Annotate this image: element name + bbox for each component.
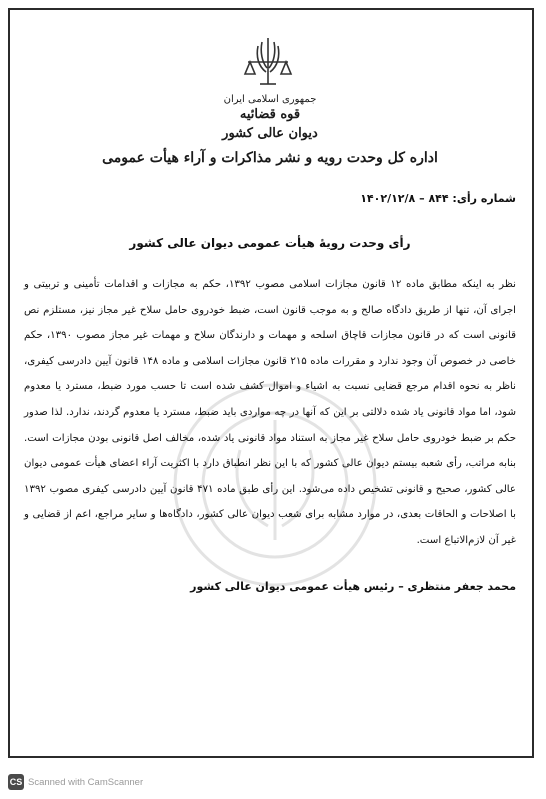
ruling-body: نظر به اینکه مطابق ماده ۱۲ قانون مجازات اسلامی مصوب ۱۳۹۲، حکم به مجازات و اقدامات تأمینی و تربیتی و اجرای آن، تنها از طریق دادگاه صالح و به موجب قانون است، ضبط خودروی حامل سلاح غیر مجاز نیز، مستلزم نص قانونی است که در قانون مجازات قاچاق اسلحه و مهمات و دارندگان سلاح و مهمات غیر مجاز مصوب ۱۳۹۰، حکم خاصی در خصوص آن وجود ندارد و مقررات ماده ۲۱۵ قانون مجازات اسلامی و ماده ۱۴۸ قانون آیین دادرسی کیفری، ناظر به نحوه اقدام مرجع قضایی نسبت به اشیاء و اموال کشف شده است تا حسب مورد ضبط، مسترد یا معدوم شود، اما مواد قانونی یاد شده دلالتی بر این که آنها در چه مواردی باید ضبط، مسترد یا معدوم گردند، ندارد. لذا صدور حکم بر ضبط خودروی حامل سلاح غیر مجاز به استناد مواد قانونی یاد شده، مخالف اصل قانونی بودن مجازات است. بنابه مراتب، رأی شعبه بیستم دیوان عالی کشور که با این نظر انطباق دارد با اکثریت آراء اعضای هیأت عمومی دیوان عالی کشور، صحیح و قانونی تشخیص داده می‌شود. این رأی طبق ماده ۴۷۱ قانون آیین دادرسی کیفری مصوب ۱۳۹۲ با اصلاحات و الحاقات بعدی، در موارد مشابه برای شعب دیوان عالی کشور، دادگاه‌ها و سایر مراجع، اعم از قضایی و غیر آن لازم‌الاتباع است. bbox=[24, 279, 517, 546]
header-supreme-court: دیوان عالی کشور bbox=[222, 126, 318, 141]
signature-line: محمد جعفر منتظری – رئیس هیأت عمومی دیوان عالی کشور bbox=[190, 580, 516, 593]
ruling-number: شماره رأی: ۸۴۴ – ۱۴۰۲/۱۲/۸ bbox=[360, 192, 516, 205]
ruling-title: رأی وحدت رویهٔ هیأت عمومی دیوان عالی کشور bbox=[129, 236, 411, 250]
document-page bbox=[8, 8, 534, 758]
camscanner-logo-icon: CS bbox=[8, 774, 24, 790]
scanner-label: Scanned with CamScanner bbox=[28, 776, 144, 788]
iran-emblem-icon bbox=[236, 32, 300, 96]
header-country: جمهوری اسلامی ایران bbox=[223, 94, 317, 105]
header-department: اداره کل وحدت رویه و نشر مذاکرات و آراء هیأت عمومی bbox=[102, 150, 438, 166]
scanner-footer bbox=[8, 772, 143, 792]
header-judiciary: قوه قضائیه bbox=[239, 107, 301, 122]
